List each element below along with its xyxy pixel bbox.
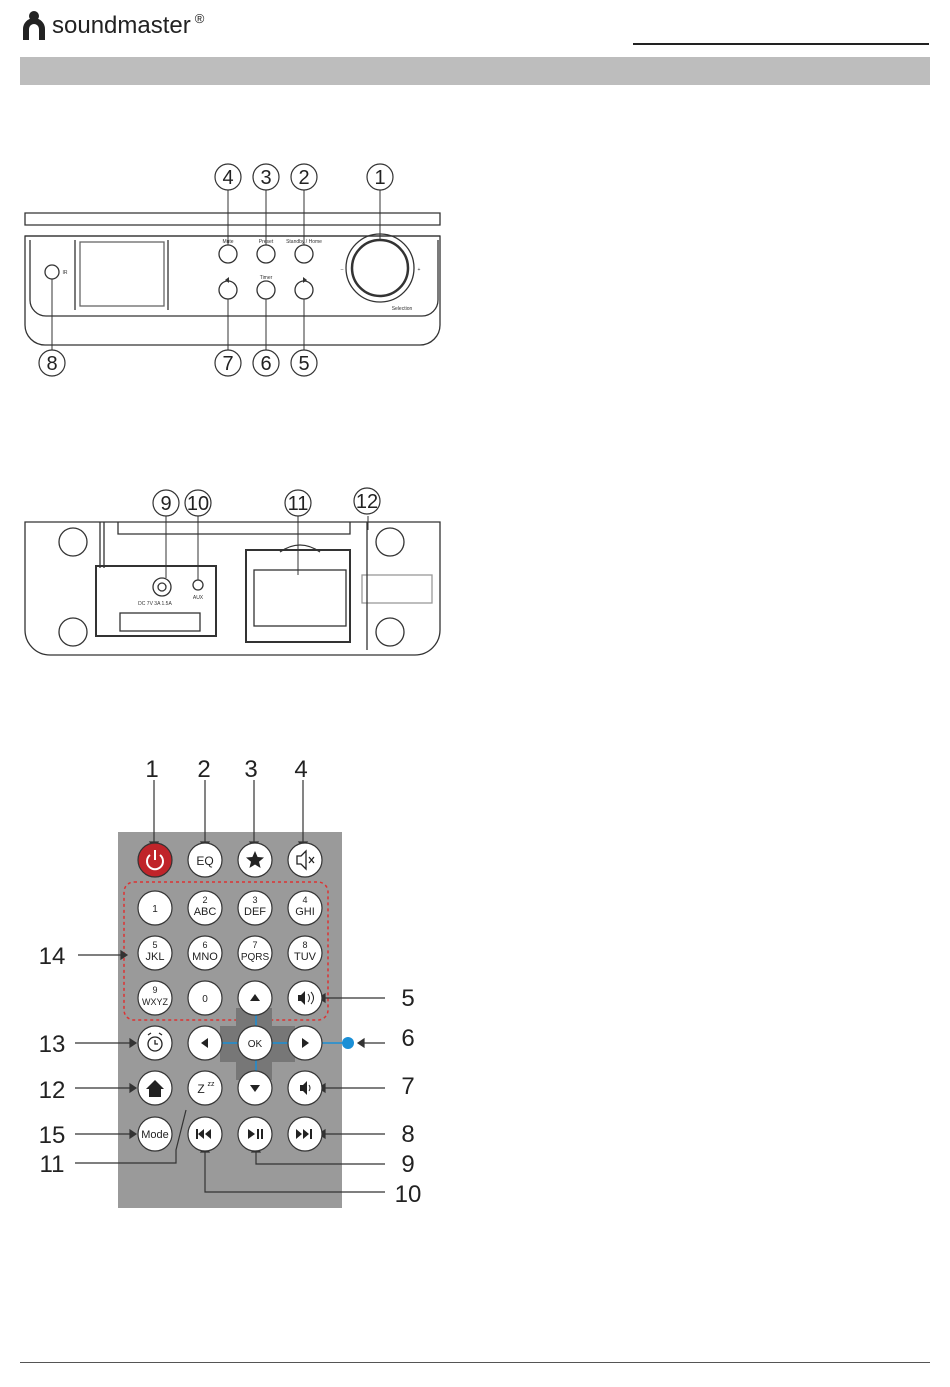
- key-3-number: 3: [252, 895, 258, 905]
- mode-label: Mode: [141, 1129, 169, 1141]
- left-arrow-icon: [225, 277, 229, 283]
- remote-callout-3: 3: [244, 756, 258, 783]
- callout-2-text: 2: [298, 167, 310, 189]
- label-ir: IR: [62, 270, 68, 276]
- remote-callout-14: 14: [38, 943, 66, 970]
- ok-label: OK: [247, 1039, 263, 1050]
- remote-callout-9: 9: [401, 1151, 415, 1178]
- callout-6-text: 6: [260, 353, 272, 375]
- label-selection: Selection: [391, 306, 413, 312]
- callout-3-text: 3: [260, 167, 272, 189]
- label-standby-home: Standby / Home: [286, 239, 322, 245]
- key-2-number: 2: [202, 895, 208, 905]
- key-7-number: 7: [252, 940, 258, 950]
- callout-11-text: 11: [287, 493, 309, 515]
- remote-callout-6: 6: [401, 1025, 415, 1052]
- footer-rule: [20, 1362, 930, 1363]
- callout-8-text: 8: [46, 353, 58, 375]
- key-6-letters: MNO: [192, 951, 218, 963]
- callout-5-text: 5: [298, 353, 310, 375]
- callout-7-text: 7: [222, 353, 234, 375]
- remote-callout-15: 15: [38, 1122, 66, 1149]
- brand-registered-mark: ®: [194, 10, 205, 26]
- callout-4-text: 4: [222, 167, 234, 189]
- label-minus: –: [340, 267, 344, 273]
- callout-1-text: 1: [374, 167, 386, 189]
- soundmaster-logo-icon: [20, 10, 48, 42]
- brand-name: soundmaster: [52, 12, 191, 39]
- label-mute: Mute: [222, 239, 234, 245]
- sleep-superscript: zz: [207, 1081, 215, 1088]
- callout-9-text: 9: [160, 493, 172, 515]
- key-6-number: 6: [202, 940, 208, 950]
- remote-callout-10: 10: [394, 1181, 422, 1208]
- remote-callout-2: 2: [197, 756, 211, 783]
- key-5-letters: JKL: [145, 951, 165, 963]
- remote-callout-11: 11: [39, 1151, 65, 1178]
- right-arrow-icon: [303, 277, 307, 283]
- key-7-letters: PQRS: [240, 952, 270, 963]
- callout-10-text: 10: [186, 493, 210, 515]
- remote-callout-8: 8: [401, 1121, 415, 1148]
- key-3-letters: DEF: [244, 906, 266, 918]
- remote-callout-7: 7: [401, 1073, 415, 1100]
- remote-callout-5: 5: [401, 985, 415, 1012]
- key-4-number: 4: [302, 895, 308, 905]
- key-8-letters: TUV: [294, 951, 316, 963]
- key-2-letters: ABC: [193, 906, 217, 918]
- key-8-number: 8: [302, 940, 308, 950]
- label-timer: Timer: [259, 275, 273, 281]
- key-1-label: 1: [152, 904, 158, 915]
- front-panel-figure: [0, 150, 460, 390]
- remote-control-figure: [0, 750, 460, 1220]
- label-dc-input: DC 7V 3A 1.5A: [138, 601, 172, 607]
- remote-callout-13: 13: [38, 1031, 66, 1058]
- label-plus: +: [417, 267, 421, 273]
- remote-callout-1: 1: [145, 756, 159, 783]
- key-5-number: 5: [152, 940, 158, 950]
- key-9-letters: WXYZ: [142, 997, 168, 1007]
- label-aux: AUX: [192, 595, 204, 601]
- sleep-label: Z: [197, 1082, 205, 1096]
- key-0-label: 0: [202, 994, 208, 1005]
- remote-callout-12: 12: [38, 1077, 66, 1104]
- callout-12-text: 12: [355, 491, 379, 513]
- remote-callout-4: 4: [294, 756, 308, 783]
- sleep-button[interactable]: [188, 1071, 222, 1105]
- eq-label: EQ: [196, 854, 214, 868]
- rear-panel-figure: [0, 480, 460, 670]
- brand-logo: [20, 10, 204, 42]
- section-bar: [20, 57, 930, 85]
- header-rule: [633, 43, 929, 45]
- key-4-letters: GHI: [295, 906, 315, 918]
- label-preset: Preset: [258, 239, 274, 245]
- mute-button[interactable]: [288, 843, 322, 877]
- key-9-number: 9: [152, 985, 158, 995]
- nav-indicator-dot: [342, 1037, 354, 1049]
